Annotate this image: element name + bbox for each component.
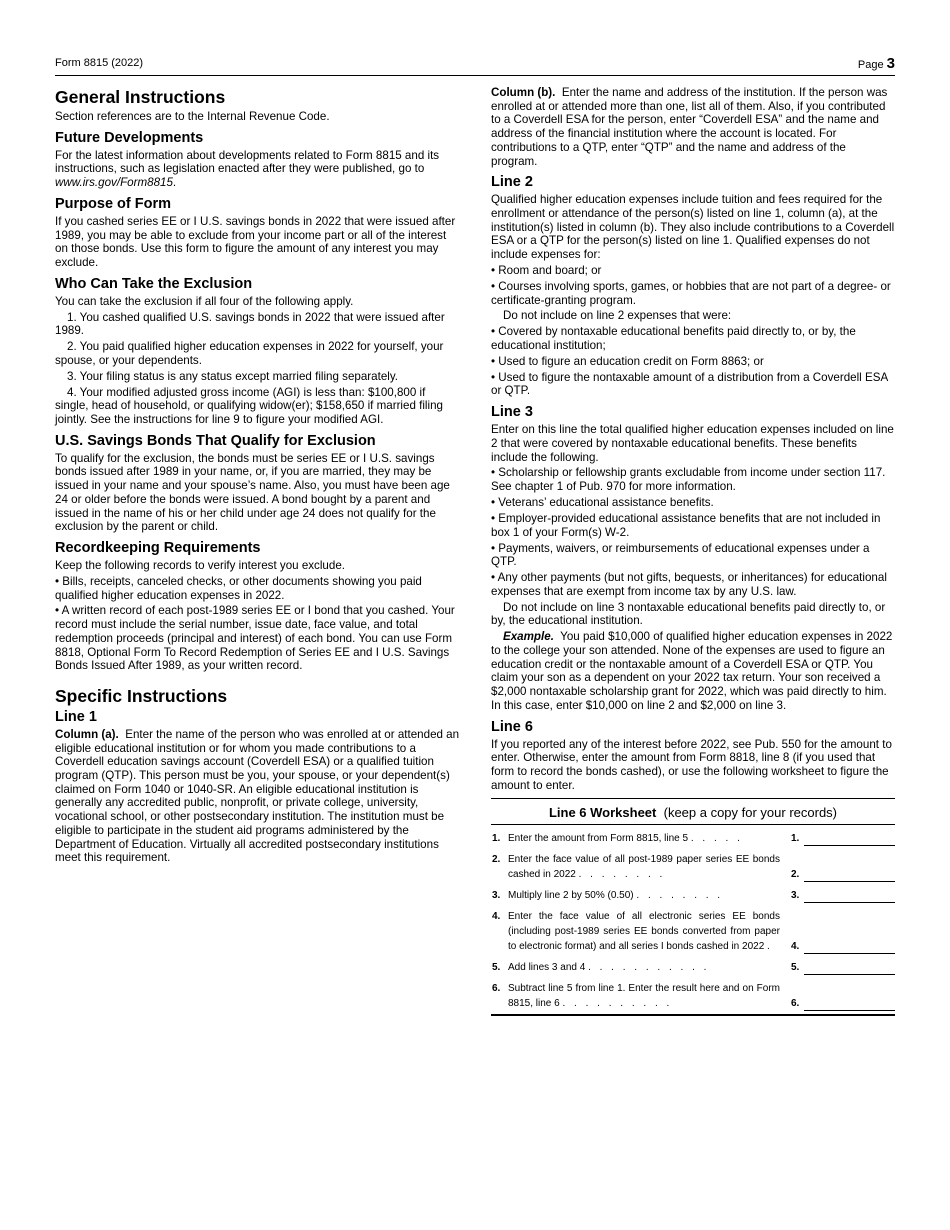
worksheet-row [491,888,895,903]
line2-paragraph-2: Do not include on line 2 expenses that were: [503,309,732,323]
who-paragraph: You can take the exclusion if all four of the following apply. [55,294,354,308]
line6-paragraph: If you reported any of the interest before 2022, see Pub. 550 for the amount to enter. Otherwise, enter the amount from Form 8818, line 8 (if you used that form to record the bonds cashed), or use the following worksheet to figure the amount to enter. [491,737,892,792]
worksheet-entry-field[interactable] [804,996,895,1011]
bonds-paragraph: To qualify for the exclusion, the bonds must be series EE or I U.S. savings bonds issued after 1989 in your name, or, if you are married, they may be issued in your name and your spouse’s name. Also, you must have been age 24 or older before the bonds were issued. A bond bought by a parent and issued in the name of his or her child under age 24 does not qualify for the exclusion by the parent or child. [55,451,450,534]
worksheet-row-number: 2. [492,854,501,866]
heading-line-2: Line 2 [491,174,533,191]
worksheet-row [491,831,895,846]
worksheet-row-label: 2. [791,869,800,881]
who-item-4: 4. Your modified adjusted gross income (AGI) is less than: $100,800 if single, head of household, or qualifying widow(er); $158,650 if married filing jointly. See the instructions for line 9 to figure your modified AGI. [55,385,443,426]
worksheet-row-label: 4. [791,941,800,953]
worksheet-entry-field[interactable] [804,867,895,882]
worksheet-row-text: Enter the face value of all electronic series EE bonds (including post-1989 series EE bonds converted from paper to electronic format) and all series I bonds cashed in 2022 . [508,911,780,953]
worksheet-row [491,852,895,882]
example-paragraph: Example. You paid $10,000 of qualified higher education expenses in 2022 to the college your son attended. None of the expenses are used to figure an education credit or the nontaxable amount of a Coverdell ESA or QTP. You claim your son as a dependent on your 2022 tax return. Your son received a $2,000 nontaxable scholarship grant for 2022, which was paid directly to him. In this case, enter $10,000 on line 2 and $2,000 on line 3. [491,630,893,712]
who-item-3: 3. Your filing status is any status except married filing separately. [67,369,399,383]
form-id: Form 8815 (2022) [55,57,144,69]
line2-paragraph: Qualified higher education expenses include tuition and fees required for the enrollment or attendance of the person(s) listed on line 1, column (a), at the institution(s) listed in column (b). They also include contributions to a Coverdell ESA or a QTP for the person(s) listed on line 1. Qualified expenses do not include expenses for: [491,193,895,262]
line2-bullet-1: • Room and board; or [491,263,602,277]
irs-url-link[interactable]: www.irs.gov/Form8815 [55,176,173,190]
worksheet-row [491,981,895,1011]
line3-bullet-1: • Scholarship or fellowship grants excludable from income under section 117. See chapter 1 of Pub. 970 for more information. [491,466,886,494]
worksheet-row-text: Add lines 3 and 4 . . . . . . . . . . . [508,962,710,974]
worksheet-row-label: 6. [791,998,800,1010]
page-label: Page [857,59,884,71]
worksheet-title: Line 6 Worksheet (keep a copy for your records) [491,799,895,825]
line2-bullet-5: • Used to figure the nontaxable amount of a distribution from a Coverdell ESA or QTP. [491,370,888,398]
line3-bullet-4: • Payments, waivers, or reimbursements of educational expenses under a QTP. [491,541,870,569]
worksheet-entry-field[interactable] [804,960,895,975]
heading-line-6: Line 6 [491,718,533,735]
line3-bullet-2: • Veterans’ educational assistance benefits. [491,496,714,510]
heading-specific-instructions: Specific Instructions [55,685,228,706]
column-b-lead: Column (b). [491,86,556,99]
line6-worksheet [491,798,895,1016]
worksheet-row-number: 1. [492,833,501,845]
line1-paragraph: Column (a). Enter the name of the person who was enrolled at or attended an eligible educational institution or for whom you made contributions to a Coverdell education savings account (Coverdell ESA) or a qualified tuition program (QTP). This person must be you, your spouse, or your dependent(s) claimed on Form 1040 or 1040-SR. An eligible educational institution is generally any accredited public, nonprofit, or private college, university, vocational school, or other postsecondary institution. The institution must be eligible to participate in the student aid programs administered by the Department of Education. Virtually all accredited postsecondary institutions meet this requirement. [55,727,460,865]
worksheet-row-label: 3. [791,890,800,902]
worksheet-row-number: 4. [492,911,501,923]
line2-bullet-3: • Covered by nontaxable educational benefits paid directly to, or by, the educational institution; [491,325,856,352]
column-a-lead: Column (a). [55,727,119,741]
worksheet-entry-field[interactable] [804,939,895,954]
line2-bullet-4: • Used to figure an education credit on Form 8863; or [491,354,764,368]
worksheet-row [491,909,895,954]
heading-future-developments: Future Developments [55,129,204,146]
line3-bullet-3: • Employer-provided educational assistance benefits that are not included in box 1 of your Form(s) W-2. [491,511,881,539]
worksheet-row-label: 1. [791,833,800,845]
heading-purpose-of-form: Purpose of Form [55,195,172,212]
future-paragraph: For the latest information about developments related to Form 8815 and its instructions, such as legislation enacted after they were published, go to www.irs.gov/Form8815. [55,148,440,190]
worksheet-row-text: Enter the amount from Form 8815, line 5 . . . . . [508,833,743,845]
heading-line-3: Line 3 [491,404,533,421]
records-paragraph: Keep the following records to verify interest you exclude. [55,558,345,572]
page-number: 3 [886,55,895,72]
line3-bullet-5: • Any other payments (but not gifts, bequests, or inheritances) for educational expenses that are exempt from income tax by any U.S. law. [491,571,887,598]
records-bullet-1: • Bills, receipts, canceled checks, or other documents showing you paid qualified higher education expenses in 2022. [55,574,422,602]
worksheet-row-number: 3. [492,890,501,902]
general-paragraph: Section references are to the Internal Revenue Code. [55,110,330,123]
column-b-paragraph: Column (b). Enter the name and address of the institution. If the person was enrolled at or attended more than one, list all of them. Also, if you contributed to a Coverdell ESA for the person, enter “Coverdell ESA” and the name and address of the financial institution where the account is located. For contributions to a QTP, enter “QTP” and the name and address of the program. [491,86,888,168]
page-number-label [858,55,895,72]
example-lead: Example. [503,630,554,644]
purpose-paragraph: If you cashed series EE or I U.S. savings bonds in 2022 that were issued after 1989, you may be able to exclude from your income part or all of the interest on those bonds. Use this form to figure the amount of any interest you may exclude. [55,214,456,269]
heading-recordkeeping: Recordkeeping Requirements [55,539,261,556]
heading-general-instructions: General Instructions [55,87,226,107]
page-header [55,55,895,76]
heading-who-can-take: Who Can Take the Exclusion [55,275,253,292]
left-column [55,86,460,867]
who-item-1: 1. You cashed qualified U.S. savings bonds in 2022 that were issued after 1989. [55,310,445,338]
worksheet-row-number: 5. [492,962,501,974]
line3-paragraph: Enter on this line the total qualified higher education expenses included on line 2 that were covered by nontaxable educational benefits. These benefits include the following. [491,423,894,464]
worksheet-row-text: Multiply line 2 by 50% (0.50) . . . . . . . . [508,890,724,902]
line3-paragraph-2: Do not include on line 3 nontaxable educational benefits paid directly to, or by, the educational institution. [491,600,886,628]
who-item-2: 2. You paid qualified higher education expenses in 2022 for yourself, your spouse, or your dependents. [55,340,444,367]
worksheet-row-text: Enter the face value of all post-1989 paper series EE bonds cashed in 2022 . . . . . . . . [508,854,780,881]
line2-bullet-2: • Courses involving sports, games, or hobbies that are not part of a degree- or certificate-granting program. [491,279,891,307]
worksheet-row-label: 5. [791,962,800,974]
worksheet-entry-field[interactable] [804,831,895,846]
records-bullet-2: • A written record of each post-1989 series EE or I bond that you cashed. Your record must include the serial number, issue date, face value, and total redemption proceeds (principal and interest) of each bond. You can use Form 8818, Optional Form To Record Redemption of Series EE and I U.S. Savings Bonds Issued After 1989, as your written record. [55,604,455,673]
worksheet-row [491,960,895,975]
heading-line-1: Line 1 [55,708,97,725]
worksheet-entry-field[interactable] [804,888,895,903]
heading-bonds-qualify: U.S. Savings Bonds That Qualify for Exclusion [55,432,376,449]
right-column [491,86,895,1016]
worksheet-row-number: 6. [492,983,501,995]
worksheet-row-text: Subtract line 5 from line 1. Enter the result here and on Form 8815, line 6 . . . . . . . . . . [508,983,780,1010]
worksheet-rows [491,831,895,1011]
